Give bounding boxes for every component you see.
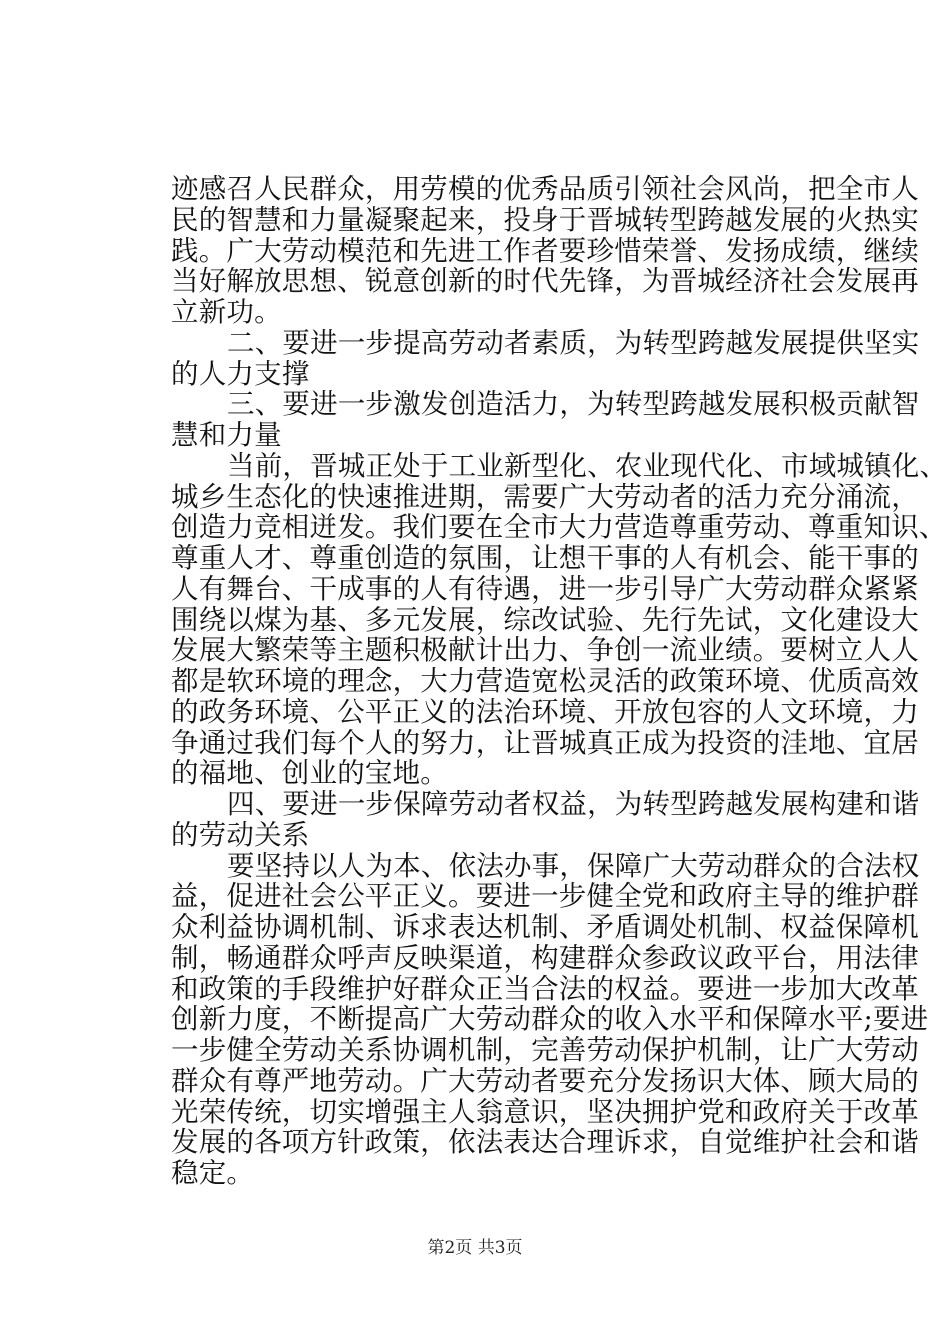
section-heading-line: 二、要进一步提高劳动者素质，为转型跨越发展提供坚实 xyxy=(227,327,920,359)
text-line: 争通过我们每个人的努力，让晋城真正成为投资的洼地、宜居 xyxy=(171,727,919,759)
text-line: 尊重人才、尊重创造的氛围，让想干事的人有机会、能干事的 xyxy=(171,542,919,574)
text-line: 城乡生态化的快速推进期，需要广大劳动者的活力充分涌流， xyxy=(171,481,919,513)
text-line: 民的智慧和力量凝聚起来，投身于晋城转型跨越发展的火热实 xyxy=(171,204,919,236)
text-line: 当好解放思想、锐意创新的时代先锋，为晋城经济社会发展再 xyxy=(171,265,919,297)
text-line: 都是软环境的理念，大力营造宽松灵活的政策环境、优质高效 xyxy=(171,665,919,697)
text-line: 践。广大劳动模范和先进工作者要珍惜荣誉、发扬成绩，继续 xyxy=(171,235,919,267)
text-line: 围绕以煤为基、多元发展，综改试验、先行先试，文化建设大 xyxy=(171,604,919,636)
text-line: 发展大繁荣等主题积极献计出力、争创一流业绩。要树立人人 xyxy=(171,634,919,666)
text-line: 群众有尊严地劳动。广大劳动者要充分发扬识大体、顾大局的 xyxy=(171,1065,919,1097)
text-line: 的福地、创业的宝地。 xyxy=(171,757,448,789)
text-line: 制，畅通群众呼声反映渠道，构建群众参政议政平台，用法律 xyxy=(171,942,919,974)
section-heading-line: 的人力支撑 xyxy=(171,358,310,390)
section-heading-line: 慧和力量 xyxy=(171,419,282,451)
section-heading-line: 三、要进一步激发创造活力，为转型跨越发展积极贡献智 xyxy=(227,388,920,420)
text-line: 众利益协调机制、诉求表达机制、矛盾调处机制、权益保障机 xyxy=(171,911,919,943)
text-line: 创造力竞相迸发。我们要在全市大力营造尊重劳动、尊重知识、 xyxy=(171,511,947,543)
text-line: 人有舞台、干成事的人有待遇，进一步引导广大劳动群众紧紧 xyxy=(171,573,919,605)
text-line: 发展的各项方针政策，依法表达合理诉求，自觉维护社会和谐 xyxy=(171,1126,919,1158)
page-footer: 第2页 共3页 xyxy=(427,1238,523,1258)
text-line: 稳定。 xyxy=(171,1157,255,1189)
section-heading-line: 四、要进一步保障劳动者权益，为转型跨越发展构建和谐 xyxy=(227,788,920,820)
text-line: 立新功。 xyxy=(171,296,282,328)
text-line: 当前，晋城正处于工业新型化、农业现代化、市域城镇化、 xyxy=(227,450,948,482)
text-line: 一步健全劳动关系协调机制，完善劳动保护机制，让广大劳动 xyxy=(171,1034,919,1066)
text-line: 创新力度，不断提高广大劳动群众的收入水平和保障水平;要进 xyxy=(171,1003,929,1035)
section-heading-line: 的劳动关系 xyxy=(171,819,310,851)
text-line: 要坚持以人为本、依法办事，保障广大劳动群众的合法权 xyxy=(227,850,920,882)
text-line: 的政务环境、公平正义的法治环境、开放包容的人文环境，力 xyxy=(171,696,919,728)
text-line: 和政策的手段维护好群众正当合法的权益。要进一步加大改革 xyxy=(171,973,919,1005)
text-line: 光荣传统，切实增强主人翁意识，坚决拥护党和政府关于改革 xyxy=(171,1096,919,1128)
text-line: 益，促进社会公平正义。要进一步健全党和政府主导的维护群 xyxy=(171,880,919,912)
text-line: 迹感召人民群众，用劳模的优秀品质引领社会风尚，把全市人 xyxy=(171,173,919,205)
